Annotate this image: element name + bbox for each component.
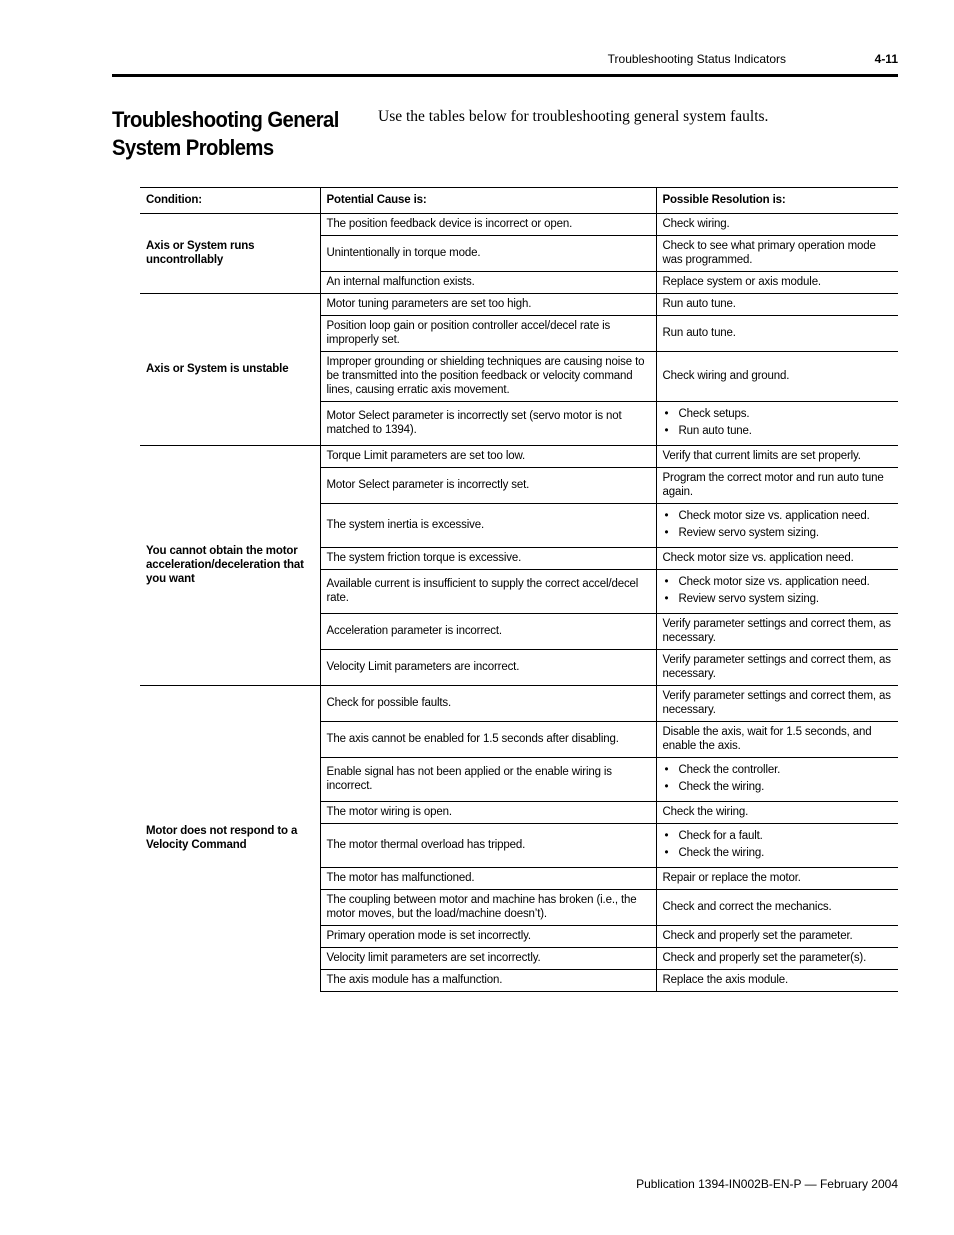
resolution-cell: Check wiring and ground. <box>656 352 898 402</box>
cause-cell: An internal malfunction exists. <box>320 272 656 294</box>
cause-cell: The motor wiring is open. <box>320 802 656 824</box>
resolution-bullet-list <box>663 509 893 541</box>
cause-cell: Velocity limit parameters are set incorrectly. <box>320 948 656 970</box>
resolution-bullet-item: • Check for a fault. <box>663 829 893 844</box>
table-header <box>140 188 898 214</box>
condition-group <box>140 686 898 992</box>
cause-cell: Position loop gain or position controller accel/decel rate is improperly set. <box>320 316 656 352</box>
column-header-cause: Potential Cause is: <box>320 188 656 214</box>
cause-cell: The motor has malfunctioned. <box>320 868 656 890</box>
condition-cell: Axis or System is unstable <box>140 294 320 446</box>
resolution-cell <box>656 570 898 614</box>
resolution-bullet-item: • Check the wiring. <box>663 780 893 795</box>
cause-cell: Motor Select parameter is incorrectly set. <box>320 468 656 504</box>
table-row <box>140 686 898 722</box>
cause-cell: Improper grounding or shielding techniques are causing noise to be transmitted into the position feedback or velocity command lines, causing erratic axis movement. <box>320 352 656 402</box>
cause-cell: Motor Select parameter is incorrectly set (servo motor is not matched to 1394). <box>320 402 656 446</box>
cause-cell: Check for possible faults. <box>320 686 656 722</box>
resolution-bullet-item: • Run auto tune. <box>663 424 893 439</box>
condition-cell: You cannot obtain the motor acceleration/deceleration that you want <box>140 446 320 686</box>
resolution-cell: Verify parameter settings and correct them, as necessary. <box>656 686 898 722</box>
resolution-cell: Check motor size vs. application need. <box>656 548 898 570</box>
resolution-cell: Check the wiring. <box>656 802 898 824</box>
resolution-cell: Verify that current limits are set properly. <box>656 446 898 468</box>
cause-cell: Unintentionally in torque mode. <box>320 236 656 272</box>
cause-cell: The motor thermal overload has tripped. <box>320 824 656 868</box>
resolution-cell: Program the correct motor and run auto tune again. <box>656 468 898 504</box>
resolution-bullet-list <box>663 575 893 607</box>
resolution-cell: Run auto tune. <box>656 294 898 316</box>
header-rule <box>112 74 898 77</box>
cause-cell: Velocity Limit parameters are incorrect. <box>320 650 656 686</box>
resolution-cell <box>656 824 898 868</box>
troubleshooting-table <box>140 187 898 992</box>
resolution-bullet-item: • Check setups. <box>663 407 893 422</box>
resolution-bullet-list <box>663 763 893 795</box>
condition-cell: Axis or System runs uncontrollably <box>140 214 320 294</box>
resolution-bullet-item: • Check the controller. <box>663 763 893 778</box>
cause-cell: The coupling between motor and machine has broken (i.e., the motor moves, but the load/machine doesn’t). <box>320 890 656 926</box>
resolution-bullet-item: • Check the wiring. <box>663 846 893 861</box>
resolution-cell: Check wiring. <box>656 214 898 236</box>
running-header-title: Troubleshooting Status Indicators <box>607 52 786 66</box>
section-heading: Troubleshooting General System Problems <box>112 107 339 160</box>
running-header <box>112 52 898 70</box>
resolution-cell: Check and properly set the parameter. <box>656 926 898 948</box>
table-row <box>140 214 898 236</box>
cause-cell: The system friction torque is excessive. <box>320 548 656 570</box>
resolution-cell: Verify parameter settings and correct them, as necessary. <box>656 650 898 686</box>
resolution-cell: Verify parameter settings and correct them, as necessary. <box>656 614 898 650</box>
resolution-cell <box>656 402 898 446</box>
resolution-cell: Repair or replace the motor. <box>656 868 898 890</box>
resolution-cell: Run auto tune. <box>656 316 898 352</box>
resolution-bullet-list <box>663 407 893 439</box>
cause-cell: Available current is insufficient to supply the correct accel/decel rate. <box>320 570 656 614</box>
cause-cell: The system inertia is excessive. <box>320 504 656 548</box>
cause-cell: Acceleration parameter is incorrect. <box>320 614 656 650</box>
column-header-resolution: Possible Resolution is: <box>656 188 898 214</box>
cause-cell: The axis module has a malfunction. <box>320 970 656 992</box>
condition-group <box>140 294 898 446</box>
table-row <box>140 294 898 316</box>
cause-cell: Motor tuning parameters are set too high. <box>320 294 656 316</box>
cause-cell: Primary operation mode is set incorrectly. <box>320 926 656 948</box>
resolution-cell: Check and correct the mechanics. <box>656 890 898 926</box>
resolution-cell: Check and properly set the parameter(s). <box>656 948 898 970</box>
intro-text: Use the tables below for troubleshooting general system faults. <box>378 108 769 125</box>
resolution-cell: Replace system or axis module. <box>656 272 898 294</box>
page-number: 4-11 <box>874 52 898 66</box>
resolution-cell: Check to see what primary operation mode was programmed. <box>656 236 898 272</box>
resolution-bullet-list <box>663 829 893 861</box>
resolution-cell <box>656 504 898 548</box>
column-header-condition: Condition: <box>140 188 320 214</box>
cause-cell: The axis cannot be enabled for 1.5 seconds after disabling. <box>320 722 656 758</box>
resolution-bullet-item: • Review servo system sizing. <box>663 526 893 541</box>
resolution-cell: Disable the axis, wait for 1.5 seconds, and enable the axis. <box>656 722 898 758</box>
resolution-cell <box>656 758 898 802</box>
publication-footer: Publication 1394-IN002B-EN-P — February 2004 <box>636 1177 898 1191</box>
table-row <box>140 446 898 468</box>
condition-cell: Motor does not respond to a Velocity Command <box>140 686 320 992</box>
cause-cell: Enable signal has not been applied or the enable wiring is incorrect. <box>320 758 656 802</box>
resolution-cell: Replace the axis module. <box>656 970 898 992</box>
resolution-bullet-item: • Review servo system sizing. <box>663 592 893 607</box>
resolution-bullet-item: • Check motor size vs. application need. <box>663 509 893 524</box>
cause-cell: Torque Limit parameters are set too low. <box>320 446 656 468</box>
resolution-bullet-item: • Check motor size vs. application need. <box>663 575 893 590</box>
cause-cell: The position feedback device is incorrect or open. <box>320 214 656 236</box>
condition-group <box>140 214 898 294</box>
condition-group <box>140 446 898 686</box>
